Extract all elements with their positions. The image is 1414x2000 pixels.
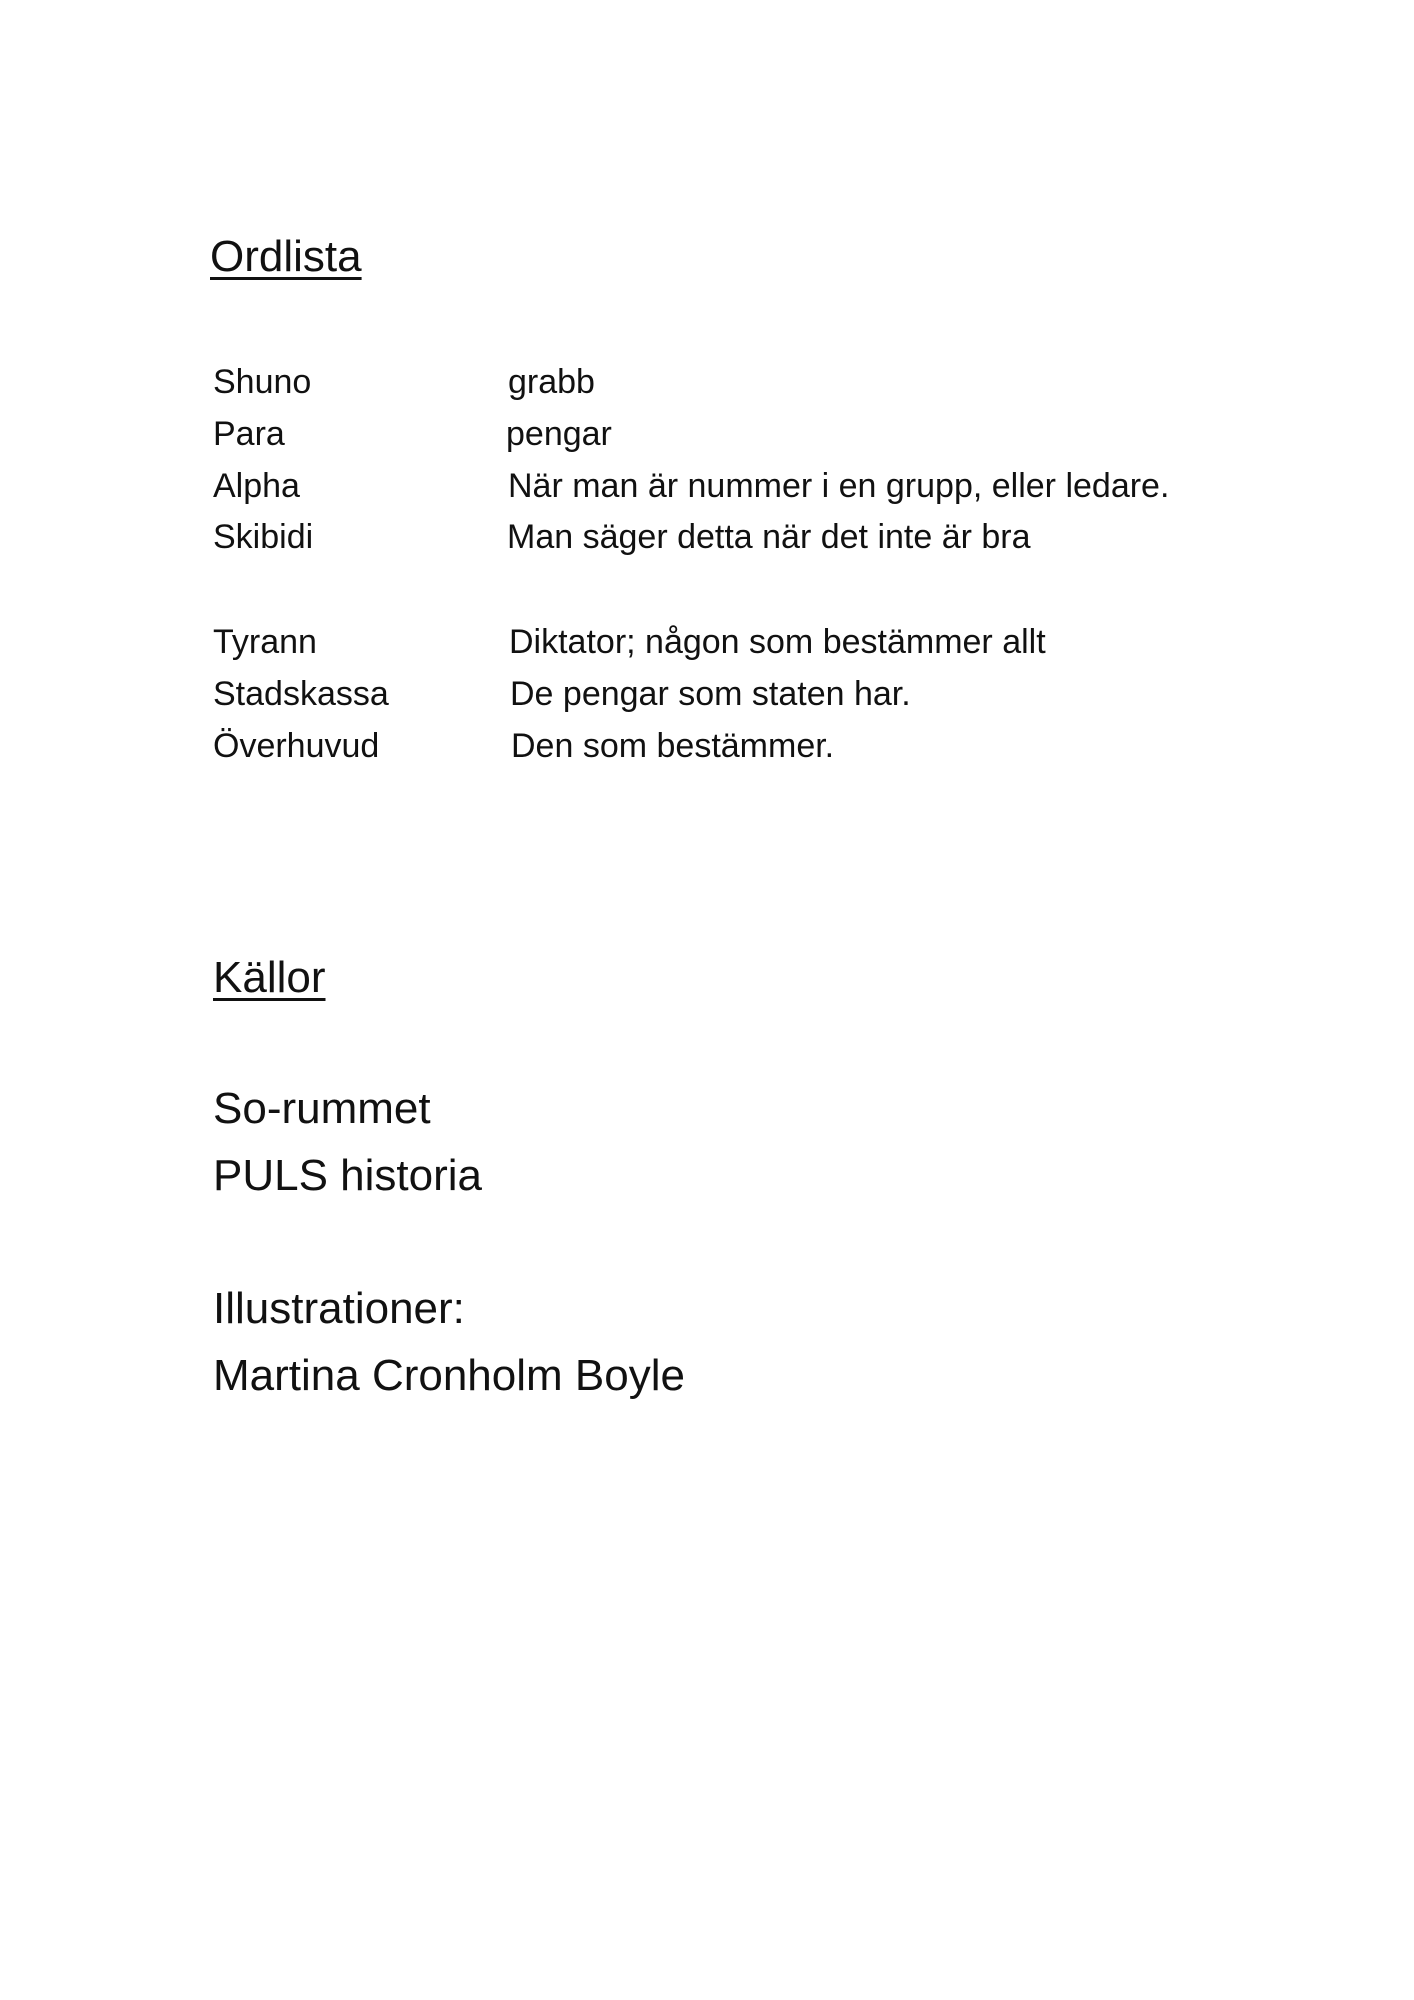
glossary-term: Tyrann — [213, 623, 317, 661]
glossary-term: Överhuvud — [213, 727, 380, 765]
illustrator-name: Martina Cronholm Boyle — [213, 1351, 685, 1400]
glossary-term: Alpha — [213, 467, 300, 505]
glossary-definition: Den som bestämmer. — [511, 727, 835, 765]
glossary-definition: Diktator; någon som bestämmer allt — [509, 623, 1046, 661]
glossary-definition: De pengar som staten har. — [510, 675, 911, 713]
glossary-term: Para — [213, 415, 285, 453]
glossary-definition: Man säger detta när det inte är bra — [507, 518, 1031, 556]
glossary-term: Skibidi — [213, 518, 314, 556]
source-item: PULS historia — [213, 1151, 483, 1200]
glossary-term: Stadskassa — [213, 675, 389, 713]
glossary-definition: pengar — [506, 415, 612, 453]
glossary-definition: När man är nummer i en grupp, eller ledare. — [508, 467, 1170, 505]
source-item: So-rummet — [213, 1084, 431, 1133]
glossary-definition: grabb — [508, 363, 595, 401]
glossary-heading: Ordlista — [210, 232, 362, 281]
sources-heading: Källor — [213, 953, 326, 1002]
glossary-term: Shuno — [213, 363, 312, 401]
illustrations-label: Illustrationer: — [213, 1284, 465, 1333]
